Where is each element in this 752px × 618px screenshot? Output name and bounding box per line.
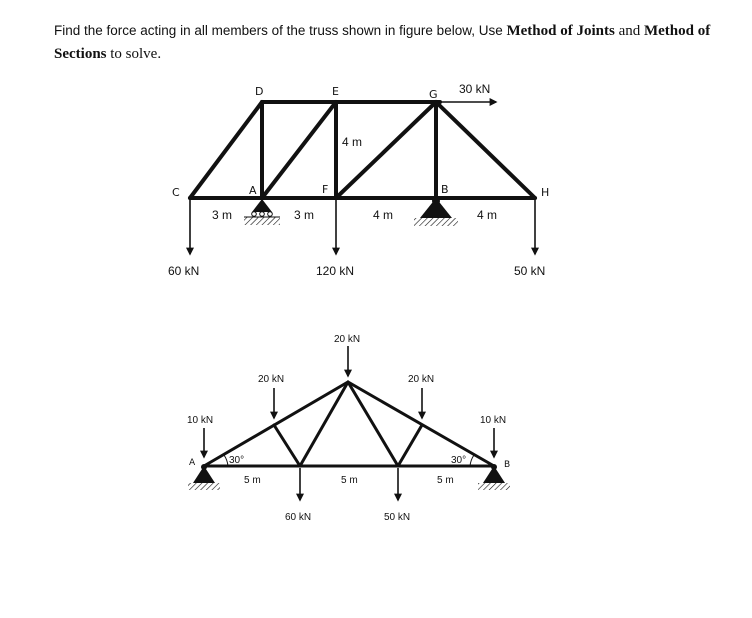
problem-and: and <box>614 23 644 39</box>
method-of: Method of <box>643 23 711 39</box>
truss-2 <box>187 334 510 523</box>
problem-text-intro: Find the force acting in all members of the truss shown in figure below, Use <box>54 23 507 38</box>
load-C-label: 60 kN <box>168 264 200 278</box>
dim-BH: 4 m <box>477 208 498 222</box>
load-apex-label: 20 kN <box>334 334 361 345</box>
node-A: A <box>249 184 257 197</box>
dim-span-2: 5 m <box>341 475 358 486</box>
load-bottom-1-label: 60 kN <box>285 512 312 523</box>
dim-AF: 3 m <box>294 208 315 222</box>
load-H-label: 50 kN <box>514 264 546 278</box>
angle-left-label: 30° <box>229 455 245 466</box>
method-sections: Sections <box>54 46 107 62</box>
angle-arc-right <box>470 455 474 466</box>
dim-span-3: 5 m <box>437 475 454 486</box>
dim-height: 4 m <box>342 135 363 149</box>
node-E: E <box>332 85 339 98</box>
dim-span-1: 5 m <box>244 475 261 486</box>
node-D: D <box>255 85 264 98</box>
load-right-panel-label: 20 kN <box>408 374 435 385</box>
load-G-label: 30 kN <box>459 82 491 96</box>
method-joints: Method of Joints <box>506 23 615 39</box>
node-B-2: B <box>504 460 511 470</box>
node-C: C <box>172 186 180 199</box>
roller-support-A <box>244 199 280 225</box>
load-right-end-label: 10 kN <box>480 415 507 426</box>
pin-support-B <box>414 197 458 226</box>
angle-arc-left <box>224 455 228 466</box>
truss-1 <box>168 82 549 278</box>
load-bottom-2-label: 50 kN <box>384 512 411 523</box>
node-H: H <box>541 186 550 199</box>
problem-tail: to solve. <box>106 46 162 62</box>
load-left-panel-label: 20 kN <box>258 374 285 385</box>
load-left-end-label: 10 kN <box>187 415 214 426</box>
node-A-2: A <box>189 458 196 468</box>
truss-1-loads <box>190 102 535 254</box>
node-F: F <box>322 183 329 196</box>
truss-2-members <box>204 382 494 466</box>
dim-FB: 4 m <box>373 208 394 222</box>
dim-CA: 3 m <box>212 208 233 222</box>
member-web-3 <box>348 382 398 466</box>
node-G: G <box>429 88 438 101</box>
truss-1-members <box>190 102 535 198</box>
member-web-4 <box>398 425 422 466</box>
member-FG <box>336 102 436 198</box>
load-F-label: 120 kN <box>316 264 355 278</box>
node-B: B <box>441 183 449 196</box>
member-GH <box>436 102 535 198</box>
angle-right-label: 30° <box>451 455 467 466</box>
member-left-rafter <box>204 382 348 466</box>
member-web-1 <box>274 425 300 466</box>
